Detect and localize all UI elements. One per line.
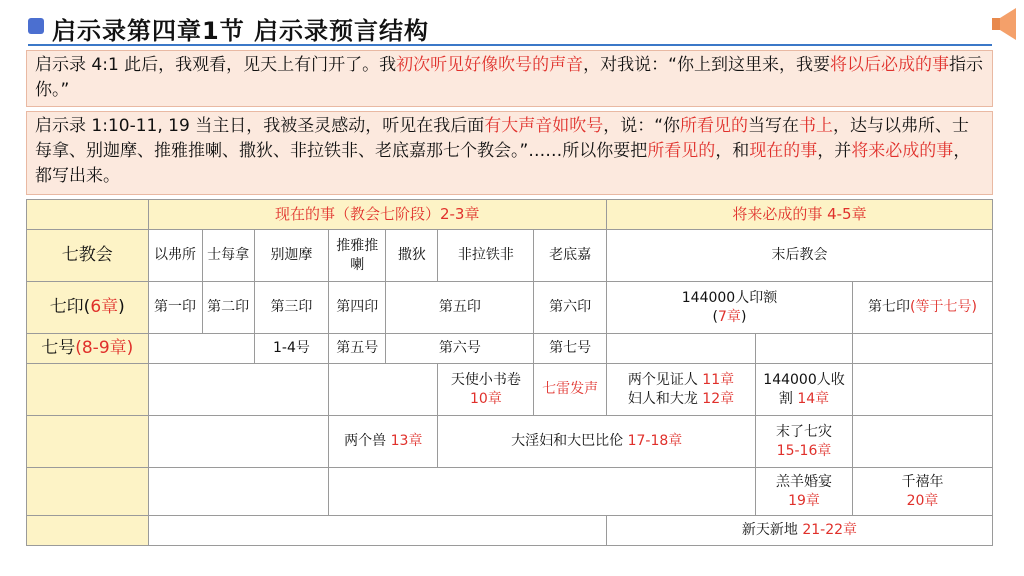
seven-plagues: 末了七灾 15-16章 [756, 416, 853, 468]
quote-text: 指示你。” [35, 55, 983, 100]
empty-cell [27, 516, 149, 546]
church-laodicea: 老底嘉 [534, 230, 607, 282]
row-label-seals: 七印(6章) [27, 282, 149, 334]
prophecy-structure-table [26, 199, 993, 546]
church-smyrna: 士每拿 [202, 230, 254, 282]
seal-6: 第六印 [534, 282, 607, 334]
row-5 [27, 416, 993, 468]
row-6 [27, 468, 993, 516]
millennium: 千禧年 20章 [853, 468, 993, 516]
future-things-header: 将来必成的事 4-5章 [606, 200, 992, 230]
empty-cell [27, 416, 149, 468]
little-book: 天使小书卷 10章 [438, 364, 534, 416]
quote-highlight: 所看见的 [680, 116, 749, 136]
table-header-row [27, 200, 993, 230]
quote-text: ，对我说：“你上到这里来，我要 [583, 55, 830, 75]
seal-2: 第二印 [202, 282, 254, 334]
seal-7: 第七印(等于七号) [853, 282, 993, 334]
quote-highlight: 有大声音如吹号 [484, 116, 604, 136]
quote-highlight: 现在的事 [749, 141, 818, 161]
quote-text: ，都写出来。 [35, 141, 971, 186]
row-label-trumpets: 七号(8-9章) [27, 334, 149, 364]
title-bullet-icon [28, 18, 44, 34]
quote-text: 启示录 4:1 此后，我观看，见天上有门开了。我 [35, 55, 397, 75]
quote-rev-1-10 [26, 111, 993, 195]
quote-text: ，达与以弗所、士每拿、别迦摩、推雅推喇、撒狄、非拉铁非、老底嘉那七个教会。”……所以你要把 [35, 116, 970, 161]
two-beasts: 两个兽 13章 [329, 416, 438, 468]
empty-cell [148, 416, 329, 468]
harvest-144000: 144000人收割 14章 [756, 364, 853, 416]
church-pergamos: 别迦摩 [254, 230, 329, 282]
empty-cell [148, 468, 329, 516]
churches-row [27, 230, 993, 282]
church-thyatira: 推雅推喇 [329, 230, 386, 282]
quote-rev-4-1 [26, 50, 993, 107]
empty-cell [756, 334, 853, 364]
empty-cell [853, 416, 993, 468]
seven-thunders: 七雷发声 [534, 364, 607, 416]
trumpet-1-4: 1-4号 [254, 334, 329, 364]
quote-highlight: 初次听见好像吹号的声音 [396, 55, 584, 75]
quote-highlight: 书上 [799, 116, 834, 136]
church-sardis: 撒狄 [386, 230, 438, 282]
quote-text: ，和 [715, 141, 750, 161]
page-title: 启示录第四章1节 启示录预言结构 [52, 17, 430, 45]
trumpet-7: 第七号 [534, 334, 607, 364]
quote-text: ，并 [817, 141, 852, 161]
title-bar [28, 10, 992, 46]
quote-text: 当写在 [748, 116, 800, 136]
empty-cell [606, 334, 755, 364]
seal-144000: 144000人印额 (7章) [606, 282, 852, 334]
church-ephesus: 以弗所 [148, 230, 202, 282]
empty-cell [27, 468, 149, 516]
empty-cell [853, 334, 993, 364]
empty-cell [148, 516, 606, 546]
church-last-days: 末后教会 [606, 230, 992, 282]
row-label-churches: 七教会 [27, 230, 149, 282]
empty-cell [148, 364, 329, 416]
present-things-header: 现在的事（教会七阶段）2-3章 [148, 200, 606, 230]
quote-highlight: 将以后必成的事 [829, 55, 949, 75]
quote-highlight: 将来必成的事 [851, 141, 954, 161]
speaker-icon[interactable] [990, 2, 1024, 46]
row-4 [27, 364, 993, 416]
row-7 [27, 516, 993, 546]
empty-cell [27, 200, 149, 230]
trumpet-6: 第六号 [386, 334, 534, 364]
quote-text: ，说：“你 [603, 116, 681, 136]
seal-1: 第一印 [148, 282, 202, 334]
trumpet-5: 第五号 [329, 334, 386, 364]
seals-row [27, 282, 993, 334]
church-philadelphia: 非拉铁非 [438, 230, 534, 282]
trumpets-row [27, 334, 993, 364]
empty-cell [329, 468, 756, 516]
empty-cell [853, 364, 993, 416]
empty-cell [27, 364, 149, 416]
empty-cell [329, 364, 438, 416]
seal-5: 第五印 [386, 282, 534, 334]
witnesses-and-dragon: 两个见证人 11章 妇人和大龙 12章 [606, 364, 755, 416]
seal-3: 第三印 [254, 282, 329, 334]
quote-highlight: 所看见的 [647, 141, 716, 161]
seal-4: 第四印 [329, 282, 386, 334]
babylon: 大淫妇和大巴比伦 17-18章 [438, 416, 756, 468]
empty-cell [148, 334, 254, 364]
marriage-supper: 羔羊婚宴 19章 [756, 468, 853, 516]
new-heaven-earth: 新天新地 21-22章 [606, 516, 992, 546]
quote-text: 启示录 1:10-11, 19 当主日，我被圣灵感动，听见在我后面 [35, 116, 485, 136]
